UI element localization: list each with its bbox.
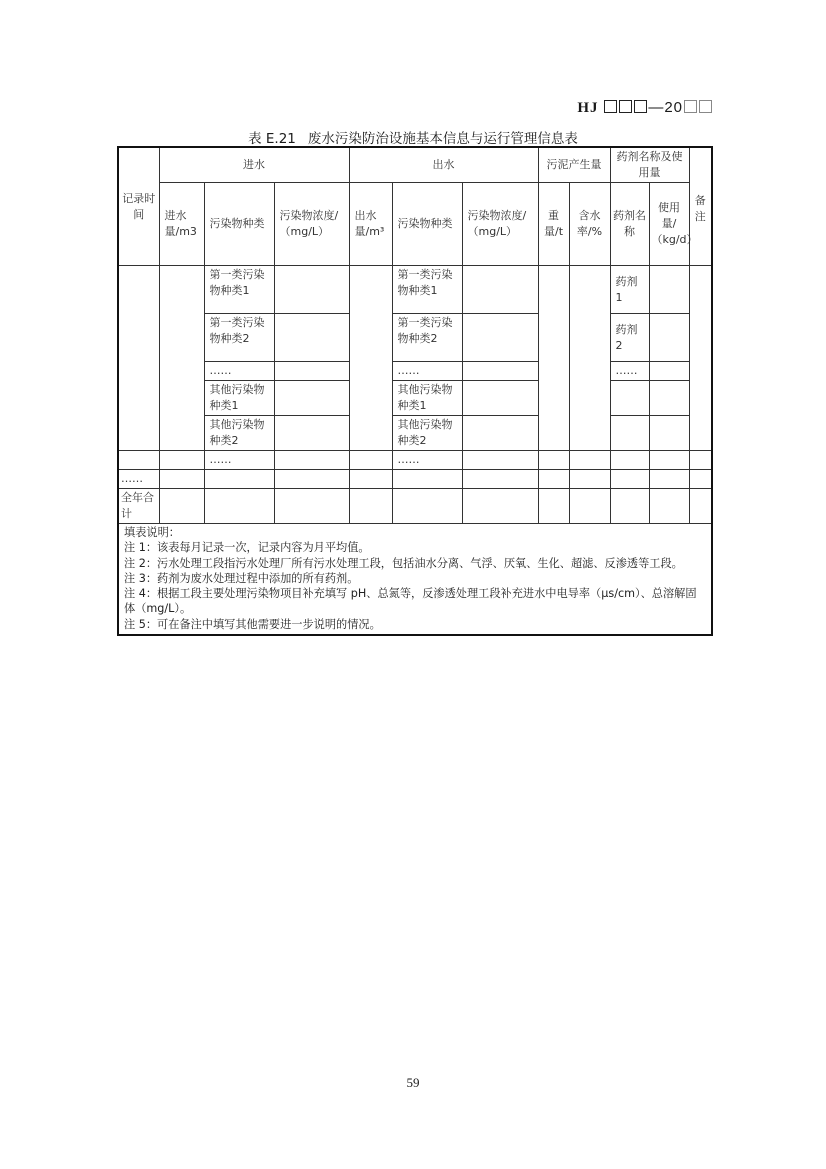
chemical-name-cell[interactable] — [610, 489, 649, 524]
standard-year-prefix: —20 — [648, 99, 683, 116]
header-inflow: 进水 — [159, 147, 349, 183]
outflow-volume-cell[interactable] — [349, 470, 392, 489]
standard-prefix: HJ — [577, 100, 599, 116]
inflow-pollutant-cell: 第一类污染物种类2 — [204, 314, 274, 362]
header-outflow-volume: 出水量/m³ — [349, 183, 392, 266]
header-outflow-pollutant-type: 污染物种类 — [392, 183, 462, 266]
outflow-concentration-cell[interactable] — [462, 362, 538, 381]
chemical-usage-cell[interactable] — [649, 362, 689, 381]
chemical-usage-cell[interactable] — [649, 314, 689, 362]
annual-total-label: 全年合计 — [118, 489, 159, 524]
outflow-volume-cell[interactable] — [349, 489, 392, 524]
outflow-concentration-cell[interactable] — [462, 416, 538, 451]
header-sludge: 污泥产生量 — [538, 147, 610, 183]
outflow-concentration-cell[interactable] — [462, 489, 538, 524]
chemical-name-cell[interactable] — [610, 470, 649, 489]
chemical-name-cell[interactable] — [610, 381, 649, 416]
inflow-concentration-cell[interactable] — [274, 489, 349, 524]
header-outflow-concentration: 污染物浓度/（mg/L） — [462, 183, 538, 266]
standard-code — [548, 99, 713, 117]
header-inflow-volume: 进水量/m3 — [159, 183, 204, 266]
inflow-volume-cell[interactable] — [159, 266, 204, 451]
inflow-volume-cell[interactable] — [159, 451, 204, 470]
sludge-moisture-cell[interactable] — [569, 470, 610, 489]
chemical-usage-cell[interactable] — [649, 451, 689, 470]
inflow-concentration-cell[interactable] — [274, 451, 349, 470]
chemical-usage-cell[interactable] — [649, 266, 689, 314]
outflow-volume-cell[interactable] — [349, 266, 392, 451]
inflow-concentration-cell[interactable] — [274, 381, 349, 416]
header-inflow-pollutant-type: 污染物种类 — [204, 183, 274, 266]
outflow-pollutant-cell: 其他污染物种类1 — [392, 381, 462, 416]
inflow-pollutant-cell: 其他污染物种类2 — [204, 416, 274, 451]
outflow-pollutant-cell: 第一类污染物种类1 — [392, 266, 462, 314]
chemical-usage-cell[interactable] — [649, 381, 689, 416]
outflow-concentration-cell[interactable] — [462, 470, 538, 489]
inflow-concentration-cell[interactable] — [274, 266, 349, 314]
header-outflow: 出水 — [349, 147, 538, 183]
chemical-usage-cell[interactable] — [649, 470, 689, 489]
outflow-pollutant-cell: 其他污染物种类2 — [392, 416, 462, 451]
outflow-concentration-cell[interactable] — [462, 266, 538, 314]
chemical-name-cell: 药剂1 — [610, 266, 649, 314]
inflow-concentration-cell[interactable] — [274, 314, 349, 362]
outflow-pollutant-cell[interactable] — [392, 470, 462, 489]
sludge-weight-cell[interactable] — [538, 451, 569, 470]
table-title: 废水污染防治设施基本信息与运行管理信息表 — [307, 131, 578, 147]
outflow-concentration-cell[interactable] — [462, 314, 538, 362]
sludge-moisture-cell[interactable] — [569, 451, 610, 470]
placeholder-box-icon — [684, 100, 697, 113]
wastewater-facility-table — [117, 146, 713, 636]
header-remarks: 备注 — [689, 147, 712, 266]
table-row — [118, 451, 712, 470]
inflow-pollutant-cell[interactable] — [204, 470, 274, 489]
chemical-name-cell[interactable] — [610, 416, 649, 451]
inflow-concentration-cell[interactable] — [274, 416, 349, 451]
sludge-weight-cell[interactable] — [538, 470, 569, 489]
table-notes — [118, 524, 712, 636]
outflow-volume-cell[interactable] — [349, 451, 392, 470]
header-row-1 — [118, 147, 712, 183]
chemical-usage-cell[interactable] — [649, 416, 689, 451]
chemical-name-cell[interactable] — [610, 451, 649, 470]
inflow-volume-cell[interactable] — [159, 470, 204, 489]
header-sludge-moisture: 含水率/% — [569, 183, 610, 266]
placeholder-box-icon — [634, 100, 647, 113]
table-row — [118, 381, 712, 416]
outflow-pollutant-cell[interactable] — [392, 489, 462, 524]
note-item: 注 3：药剂为废水处理过程中添加的所有药剂。 — [124, 571, 359, 585]
table-row — [118, 266, 712, 314]
record-time-cell[interactable] — [118, 451, 159, 470]
remarks-cell[interactable] — [689, 470, 712, 489]
notes-row — [118, 524, 712, 636]
more-records-cell: …… — [118, 470, 159, 489]
inflow-pollutant-cell: …… — [204, 362, 274, 381]
header-inflow-concentration: 污染物浓度/（mg/L） — [274, 183, 349, 266]
table-row-annual-total — [118, 489, 712, 524]
inflow-volume-cell[interactable] — [159, 489, 204, 524]
record-time-cell[interactable] — [118, 266, 159, 451]
remarks-cell[interactable] — [689, 451, 712, 470]
chemical-usage-cell[interactable] — [649, 489, 689, 524]
inflow-pollutant-cell: 其他污染物种类1 — [204, 381, 274, 416]
notes-title: 填表说明： — [124, 526, 180, 539]
inflow-pollutant-cell[interactable] — [204, 489, 274, 524]
table-caption — [0, 127, 826, 147]
table-row — [118, 416, 712, 451]
note-item: 注 5：可在备注中填写其他需要进一步说明的情况。 — [124, 617, 381, 631]
inflow-concentration-cell[interactable] — [274, 470, 349, 489]
sludge-moisture-cell[interactable] — [569, 266, 610, 451]
table-row — [118, 314, 712, 362]
header-chemical-usage: 使用量/（kg/d） — [649, 183, 689, 266]
table-row — [118, 362, 712, 381]
outflow-concentration-cell[interactable] — [462, 451, 538, 470]
page-number: 59 — [406, 1075, 420, 1090]
outflow-pollutant-cell: 第一类污染物种类2 — [392, 314, 462, 362]
outflow-pollutant-cell: …… — [392, 362, 462, 381]
chemical-name-cell: …… — [610, 362, 649, 381]
placeholder-box-icon — [604, 100, 617, 113]
remarks-cell[interactable] — [689, 266, 712, 451]
header-sludge-weight: 重量/t — [538, 183, 569, 266]
placeholder-box-icon — [699, 100, 712, 113]
sludge-moisture-cell[interactable] — [569, 489, 610, 524]
inflow-pollutant-cell: …… — [204, 451, 274, 470]
sludge-weight-cell[interactable] — [538, 266, 569, 451]
inflow-pollutant-cell: 第一类污染物种类1 — [204, 266, 274, 314]
note-item: 注 1：该表每月记录一次，记录内容为月平均值。 — [124, 541, 370, 555]
inflow-concentration-cell[interactable] — [274, 362, 349, 381]
placeholder-box-icon — [619, 100, 632, 113]
table-row-more — [118, 470, 712, 489]
header-row-2 — [118, 183, 712, 266]
table-number: 表 E.21 — [248, 131, 296, 147]
chemical-name-cell: 药剂2 — [610, 314, 649, 362]
remarks-cell[interactable] — [689, 489, 712, 524]
outflow-pollutant-cell: …… — [392, 451, 462, 470]
note-item: 注 2：污水处理工段指污水处理厂所有污水处理工段，包括油水分离、气浮、厌氧、生化、超滤、反渗透等工段。 — [124, 556, 683, 570]
note-item: 注 4：根据工段主要处理污染物项目补充填写 pH、总氮等，反渗透处理工段补充进水中电导率（μs/cm）、总溶解固体（mg/L）。 — [124, 587, 697, 616]
header-chemical-name: 药剂名称 — [610, 183, 649, 266]
header-chemical: 药剂名称及使用量 — [610, 147, 689, 183]
outflow-concentration-cell[interactable] — [462, 381, 538, 416]
header-record-time: 记录时间 — [118, 147, 159, 266]
sludge-weight-cell[interactable] — [538, 489, 569, 524]
